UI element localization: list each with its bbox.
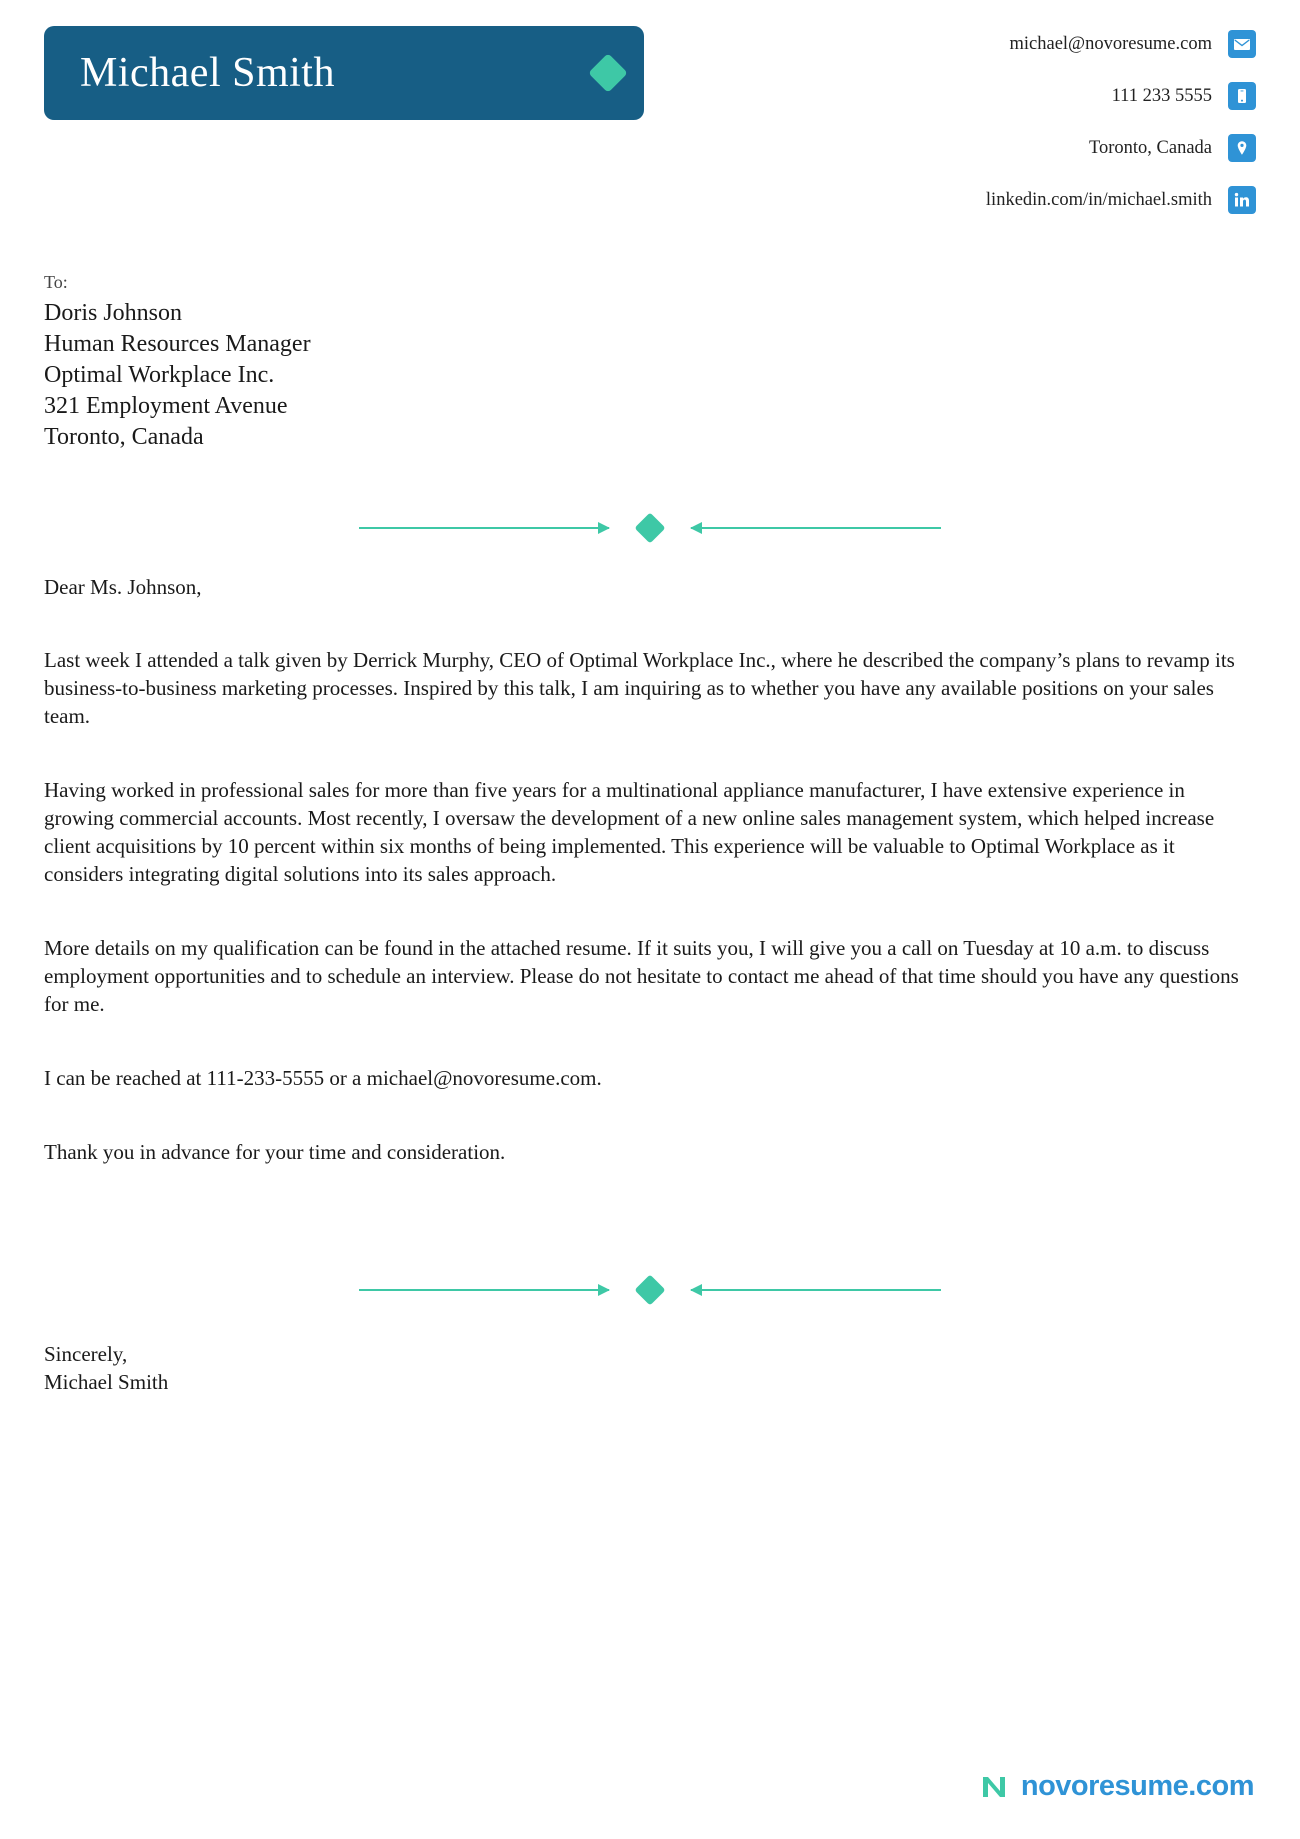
paragraph-2: Having worked in professional sales for more than five years for a multinational appliance manufacturer, I have extensive experience in growing commercial accounts. Most recently, I oversaw the development of a new online sales management system, which helped increase client acquisitions by 10 percent within six months of being implemented. This experience will be valuable to Optimal Workplace as it considers integrating digital solutions into its sales approach. <box>44 778 1215 886</box>
page-title: Michael Smith <box>80 50 335 96</box>
contact-row-email <box>736 18 1256 70</box>
phone-icon <box>1228 82 1256 110</box>
letter-header <box>0 0 1300 230</box>
letter-body <box>44 575 1259 1166</box>
divider-arrow-right-icon <box>691 1289 941 1291</box>
contact-email-text: michael@novoresume.com <box>1009 33 1212 54</box>
contact-block <box>736 18 1256 226</box>
contact-row-phone <box>736 70 1256 122</box>
recipient-line: Toronto, Canada <box>44 424 204 450</box>
recipient-block <box>44 298 311 453</box>
divider-arrow-left-icon <box>359 1289 609 1291</box>
novoresume-wordmark: novoresume.com <box>1020 1769 1254 1802</box>
linkedin-icon[interactable] <box>1228 186 1256 214</box>
novoresume-n-logo-icon <box>979 1769 1013 1803</box>
signoff-block <box>44 1340 168 1396</box>
recipient-line: Doris Johnson <box>44 300 183 326</box>
contact-linkedin-text: linkedin.com/in/michael.smith <box>985 189 1212 210</box>
recipient-line: Optimal Workplace Inc. <box>44 362 275 388</box>
signature-name: Michael Smith <box>44 1370 169 1394</box>
contact-row-location <box>736 122 1256 174</box>
divider-top <box>0 513 1300 543</box>
paragraph-1: Last week I attended a talk given by Derrick Murphy, CEO of Optimal Workplace Inc., where he described the company’s plans to revamp its business-to-business marketing processes. Inspired by this talk, I am inquiring as to whether you have any available positions on your sales team. <box>44 648 1235 728</box>
divider-diamond-icon <box>634 512 665 543</box>
to-label: To: <box>44 272 68 292</box>
email-icon <box>1228 30 1256 58</box>
paragraph-4: I can be reached at 111-233-5555 or a michael@novoresume.com. <box>44 1066 602 1090</box>
location-pin-icon <box>1228 134 1256 162</box>
contact-row-linkedin[interactable] <box>736 174 1256 226</box>
paragraph-5: Thank you in advance for your time and consideration. <box>44 1140 506 1164</box>
closing-text: Sincerely, <box>44 1342 128 1366</box>
contact-location-text: Toronto, Canada <box>1088 137 1212 158</box>
paragraph-3: More details on my qualification can be found in the attached resume. If it suits you, I will give you a call on Tuesday at 10 a.m. to discuss employment opportunities and to schedule an interview. Please do not hesitate to contact me ahead of that time should you have any questions for me. <box>44 936 1239 1016</box>
name-plate <box>44 26 644 120</box>
divider-diamond-icon <box>634 1274 665 1305</box>
divider-bottom <box>0 1275 1300 1305</box>
salutation: Dear Ms. Johnson, <box>44 575 202 599</box>
divider-arrow-right-icon <box>691 527 941 529</box>
divider-arrow-left-icon <box>359 527 609 529</box>
diamond-accent-icon <box>588 53 628 93</box>
recipient-line: 321 Employment Avenue <box>44 393 288 419</box>
novoresume-logo[interactable] <box>979 1769 1254 1803</box>
contact-phone-text: 111 233 5555 <box>1111 85 1212 106</box>
recipient-line: Human Resources Manager <box>44 331 311 357</box>
